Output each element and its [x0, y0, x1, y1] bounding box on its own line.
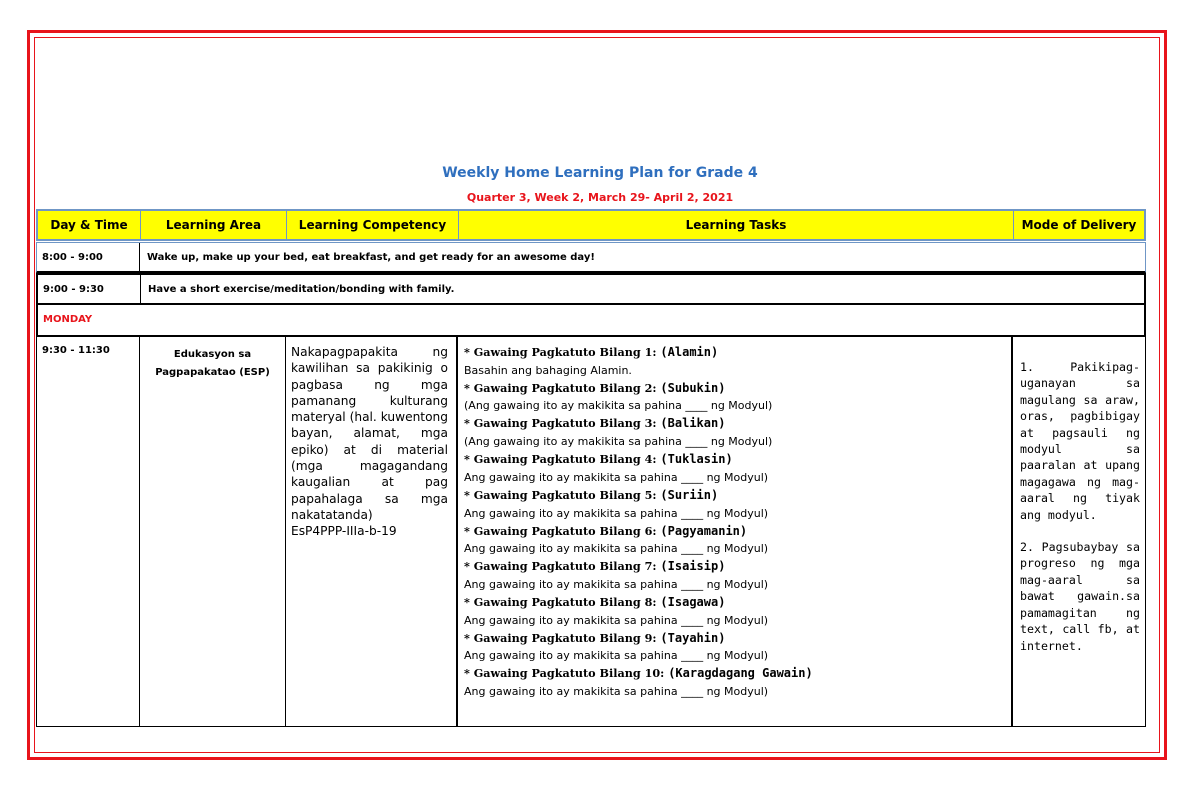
- task-item: [464, 665, 1007, 701]
- task-label: * Gawaing Pagkatuto Bilang 9:: [464, 630, 657, 645]
- lesson-time: 9:30 - 11:30: [42, 345, 110, 356]
- task-name: (Balikan): [660, 416, 726, 431]
- task-name: (Isagawa): [660, 594, 726, 609]
- task-title: [464, 523, 1007, 541]
- task-label: * Gawaing Pagkatuto Bilang 2:: [464, 380, 657, 395]
- header-mode-of-delivery: Mode of Delivery: [1021, 218, 1137, 232]
- lesson-mode-cell: [1013, 337, 1145, 726]
- task-description: (Ang gawaing ito ay makikita sa pahina ____ ng Modyul): [464, 399, 773, 413]
- header-learning-tasks: Learning Tasks: [459, 211, 1014, 239]
- task-description: Ang gawaing ito ay makikita sa pahina ____ ng Modyul): [464, 470, 769, 484]
- task-list: [464, 344, 1007, 701]
- lesson-time-cell: [37, 337, 140, 726]
- competency-code: EsP4PPP-IIIa-b-19: [291, 524, 397, 539]
- task-name: (Pagyamanin): [660, 523, 748, 538]
- task-item: [464, 487, 1007, 523]
- header-learning-competency: Learning Competency: [287, 211, 459, 239]
- task-item: [464, 558, 1007, 594]
- task-item: [464, 415, 1007, 451]
- task-description: Basahin ang bahaging Alamin.: [464, 363, 632, 377]
- task-item: [464, 380, 1007, 416]
- cell-divider: [139, 243, 140, 271]
- header-day-time: Day & Time: [38, 211, 141, 239]
- lesson-tasks-cell: [458, 337, 1013, 726]
- row-time: 9:00 - 9:30: [43, 284, 104, 295]
- table-header-row: [36, 209, 1146, 241]
- task-description: Ang gawaing ito ay makikita sa pahina ____ ng Modyul): [464, 649, 769, 663]
- task-name: (Isaisip): [660, 559, 726, 574]
- cell-divider: [140, 275, 141, 303]
- task-title: [464, 665, 1007, 683]
- task-label: * Gawaing Pagkatuto Bilang 10:: [464, 666, 665, 681]
- task-item: [464, 594, 1007, 630]
- task-label: * Gawaing Pagkatuto Bilang 7:: [464, 559, 657, 574]
- task-title: [464, 594, 1007, 612]
- task-title: [464, 380, 1007, 398]
- day-label: MONDAY: [43, 314, 93, 325]
- competency-text: Nakapagpapakita ng kawilihan sa pakikinig o pagbasa ng mga pamanang kulturang materyal (hal. kuwentong bayan, alamat, mga epiko) at di material (mga magagandang kaugalian at pag papahalaga sa mga nakatatanda): [291, 345, 448, 522]
- task-description: Ang gawaing ito ay makikita sa pahina ____ ng Modyul): [464, 506, 769, 520]
- task-title: [464, 558, 1007, 576]
- task-description: Ang gawaing ito ay makikita sa pahina ____ ng Modyul): [464, 613, 769, 627]
- lesson-competency-cell: [286, 337, 458, 726]
- task-name: (Subukin): [660, 380, 726, 395]
- task-name: (Tuklasin): [660, 452, 733, 467]
- mode-of-delivery: [1020, 359, 1140, 654]
- task-title: [464, 487, 1007, 505]
- task-label: * Gawaing Pagkatuto Bilang 6:: [464, 523, 657, 538]
- lesson-row: [36, 337, 1146, 727]
- task-item: [464, 630, 1007, 666]
- document-title: Weekly Home Learning Plan for Grade 4: [442, 165, 758, 181]
- task-label: * Gawaing Pagkatuto Bilang 8:: [464, 594, 657, 609]
- task-title: [464, 415, 1007, 433]
- lesson-competency: [291, 344, 448, 540]
- lesson-area: Edukasyon sa Pagpapakatao (ESP): [155, 349, 270, 378]
- task-label: * Gawaing Pagkatuto Bilang 1:: [464, 345, 657, 359]
- task-item: [464, 451, 1007, 487]
- task-name: (Alamin): [660, 345, 719, 359]
- header-learning-area: Learning Area: [141, 211, 287, 239]
- task-title: [464, 344, 1007, 362]
- task-name: (Suriin): [660, 487, 719, 502]
- task-name: (Karagdagang Gawain): [668, 666, 813, 681]
- task-label: * Gawaing Pagkatuto Bilang 5:: [464, 487, 657, 502]
- table-row: [36, 273, 1146, 305]
- lesson-area-cell: [140, 337, 286, 726]
- row-activity: Have a short exercise/meditation/bonding with family.: [148, 284, 455, 295]
- task-description: Ang gawaing ito ay makikita sa pahina ____ ng Modyul): [464, 542, 769, 556]
- day-row: [36, 305, 1146, 337]
- row-activity: Wake up, make up your bed, eat breakfast, and get ready for an awesome day!: [147, 252, 595, 263]
- task-label: * Gawaing Pagkatuto Bilang 3:: [464, 416, 657, 431]
- document-subtitle: Quarter 3, Week 2, March 29- April 2, 2021: [466, 191, 734, 204]
- task-item: [464, 344, 1007, 380]
- task-label: * Gawaing Pagkatuto Bilang 4:: [464, 452, 657, 467]
- task-description: (Ang gawaing ito ay makikita sa pahina ____ ng Modyul): [464, 435, 773, 449]
- task-title: [464, 451, 1007, 469]
- task-name: (Tayahin): [660, 630, 726, 645]
- table-row: [36, 242, 1146, 273]
- row-time: 8:00 - 9:00: [42, 252, 103, 263]
- mode-item: 1. Pakikipag-uganayan sa magulang sa araw, oras, pagbibigay at pagsauli ng modyul sa paaralan at upang magagawa ng mag-aaral ng tiyak ang modyul.: [1020, 360, 1140, 522]
- task-description: Ang gawaing ito ay makikita sa pahina ____ ng Modyul): [464, 577, 769, 591]
- task-item: [464, 523, 1007, 559]
- mode-item: 2. Pagsubaybay sa progreso ng mga mag-aaral sa bawat gawain.sa pamamagitan ng text, call fb, at internet.: [1020, 540, 1140, 653]
- task-description: Ang gawaing ito ay makikita sa pahina ____ ng Modyul): [464, 685, 769, 699]
- task-title: [464, 630, 1007, 648]
